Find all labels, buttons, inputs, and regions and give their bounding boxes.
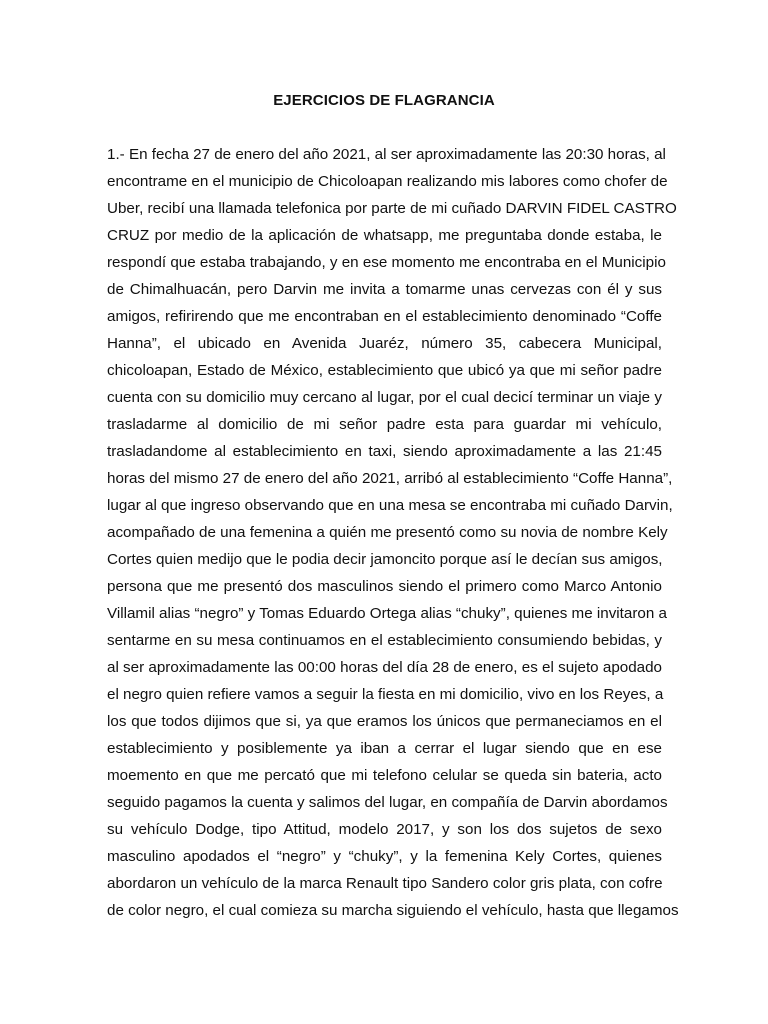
paragraph-line: CRUZ por medio de la aplicación de whatsapp, me preguntaba donde estaba, le: [107, 227, 662, 244]
paragraph-line: masculino apodados el “negro” y “chuky”, y la femenina Kely Cortes, quienes: [107, 848, 662, 865]
paragraph-line: 1.- En fecha 27 de enero del año 2021, al ser aproximadamente las 20:30 horas, al: [107, 146, 666, 163]
paragraph-line: lugar al que ingreso observando que en una mesa se encontraba mi cuñado Darvin,: [107, 497, 673, 514]
paragraph-line: su vehículo Dodge, tipo Attitud, modelo 2017, y son los dos sujetos de sexo: [107, 821, 662, 838]
paragraph-line: persona que me presentó dos masculinos siendo el primero como Marco Antonio: [107, 578, 662, 595]
paragraph-line: moemento en que me percató que mi telefono celular se queda sin bateria, acto: [107, 767, 662, 784]
paragraph-line: horas del mismo 27 de enero del año 2021, arribó al establecimiento “Coffe Hanna”,: [107, 470, 673, 487]
paragraph-line: los que todos dijimos que si, ya que eramos los únicos que permaneciamos en el: [107, 713, 662, 730]
paragraph-line: cuenta con su domicilio muy cercano al lugar, por el cual decicí terminar un viaje y: [107, 389, 662, 406]
paragraph-line: chicoloapan, Estado de México, establecimiento que ubicó ya que mi señor padre: [107, 362, 662, 379]
paragraph-line: el negro quien refiere vamos a seguir la fiesta en mi domicilio, vivo en los Reyes, a: [107, 686, 664, 703]
paragraph-line: establecimiento y posiblemente ya iban a cerrar el lugar siendo que en ese: [107, 740, 662, 757]
paragraph-line: seguido pagamos la cuenta y salimos del lugar, en compañía de Darvin abordamos: [107, 794, 668, 811]
paragraph-line: de Chimalhuacán, pero Darvin me invita a tomarme unas cervezas con él y sus: [107, 281, 662, 298]
paragraph-line: abordaron un vehículo de la marca Renault tipo Sandero color gris plata, con cofre: [107, 875, 663, 892]
paragraph-line: Villamil alias “negro” y Tomas Eduardo Ortega alias “chuky”, quienes me invitaron a: [107, 605, 667, 622]
paragraph-line: Cortes quien medijo que le podia decir jamoncito porque así le decían sus amigos,: [107, 551, 663, 568]
document-title: EJERCICIOS DE FLAGRANCIA: [273, 92, 495, 109]
paragraph-line: trasladandome al establecimiento en taxi, siendo aproximadamente a las 21:45: [107, 443, 662, 460]
paragraph-line: respondí que estaba trabajando, y en ese momento me encontraba en el Municipio: [107, 254, 666, 271]
paragraph-line: al ser aproximadamente las 00:00 horas del día 28 de enero, es el sujeto apodado: [107, 659, 662, 676]
paragraph-line: de color negro, el cual comieza su marcha siguiendo el vehículo, hasta que llegamos: [107, 902, 679, 919]
paragraph-line: Uber, recibí una llamada telefonica por parte de mi cuñado DARVIN FIDEL CASTRO: [107, 200, 677, 217]
paragraph-line: trasladarme al domicilio de mi señor padre esta para guardar mi vehículo,: [107, 416, 662, 433]
paragraph-line: encontrame en el municipio de Chicoloapan realizando mis labores como chofer de: [107, 173, 668, 190]
paragraph-line: sentarme en su mesa continuamos en el establecimiento consumiendo bebidas, y: [107, 632, 662, 649]
paragraph-line: Hanna”, el ubicado en Avenida Juaréz, número 35, cabecera Municipal,: [107, 335, 662, 352]
paragraph-line: amigos, refirirendo que me encontraban en el establecimiento denominado “Coffe: [107, 308, 662, 325]
paragraph-line: acompañado de una femenina a quién me presentó como su novia de nombre Kely: [107, 524, 668, 541]
